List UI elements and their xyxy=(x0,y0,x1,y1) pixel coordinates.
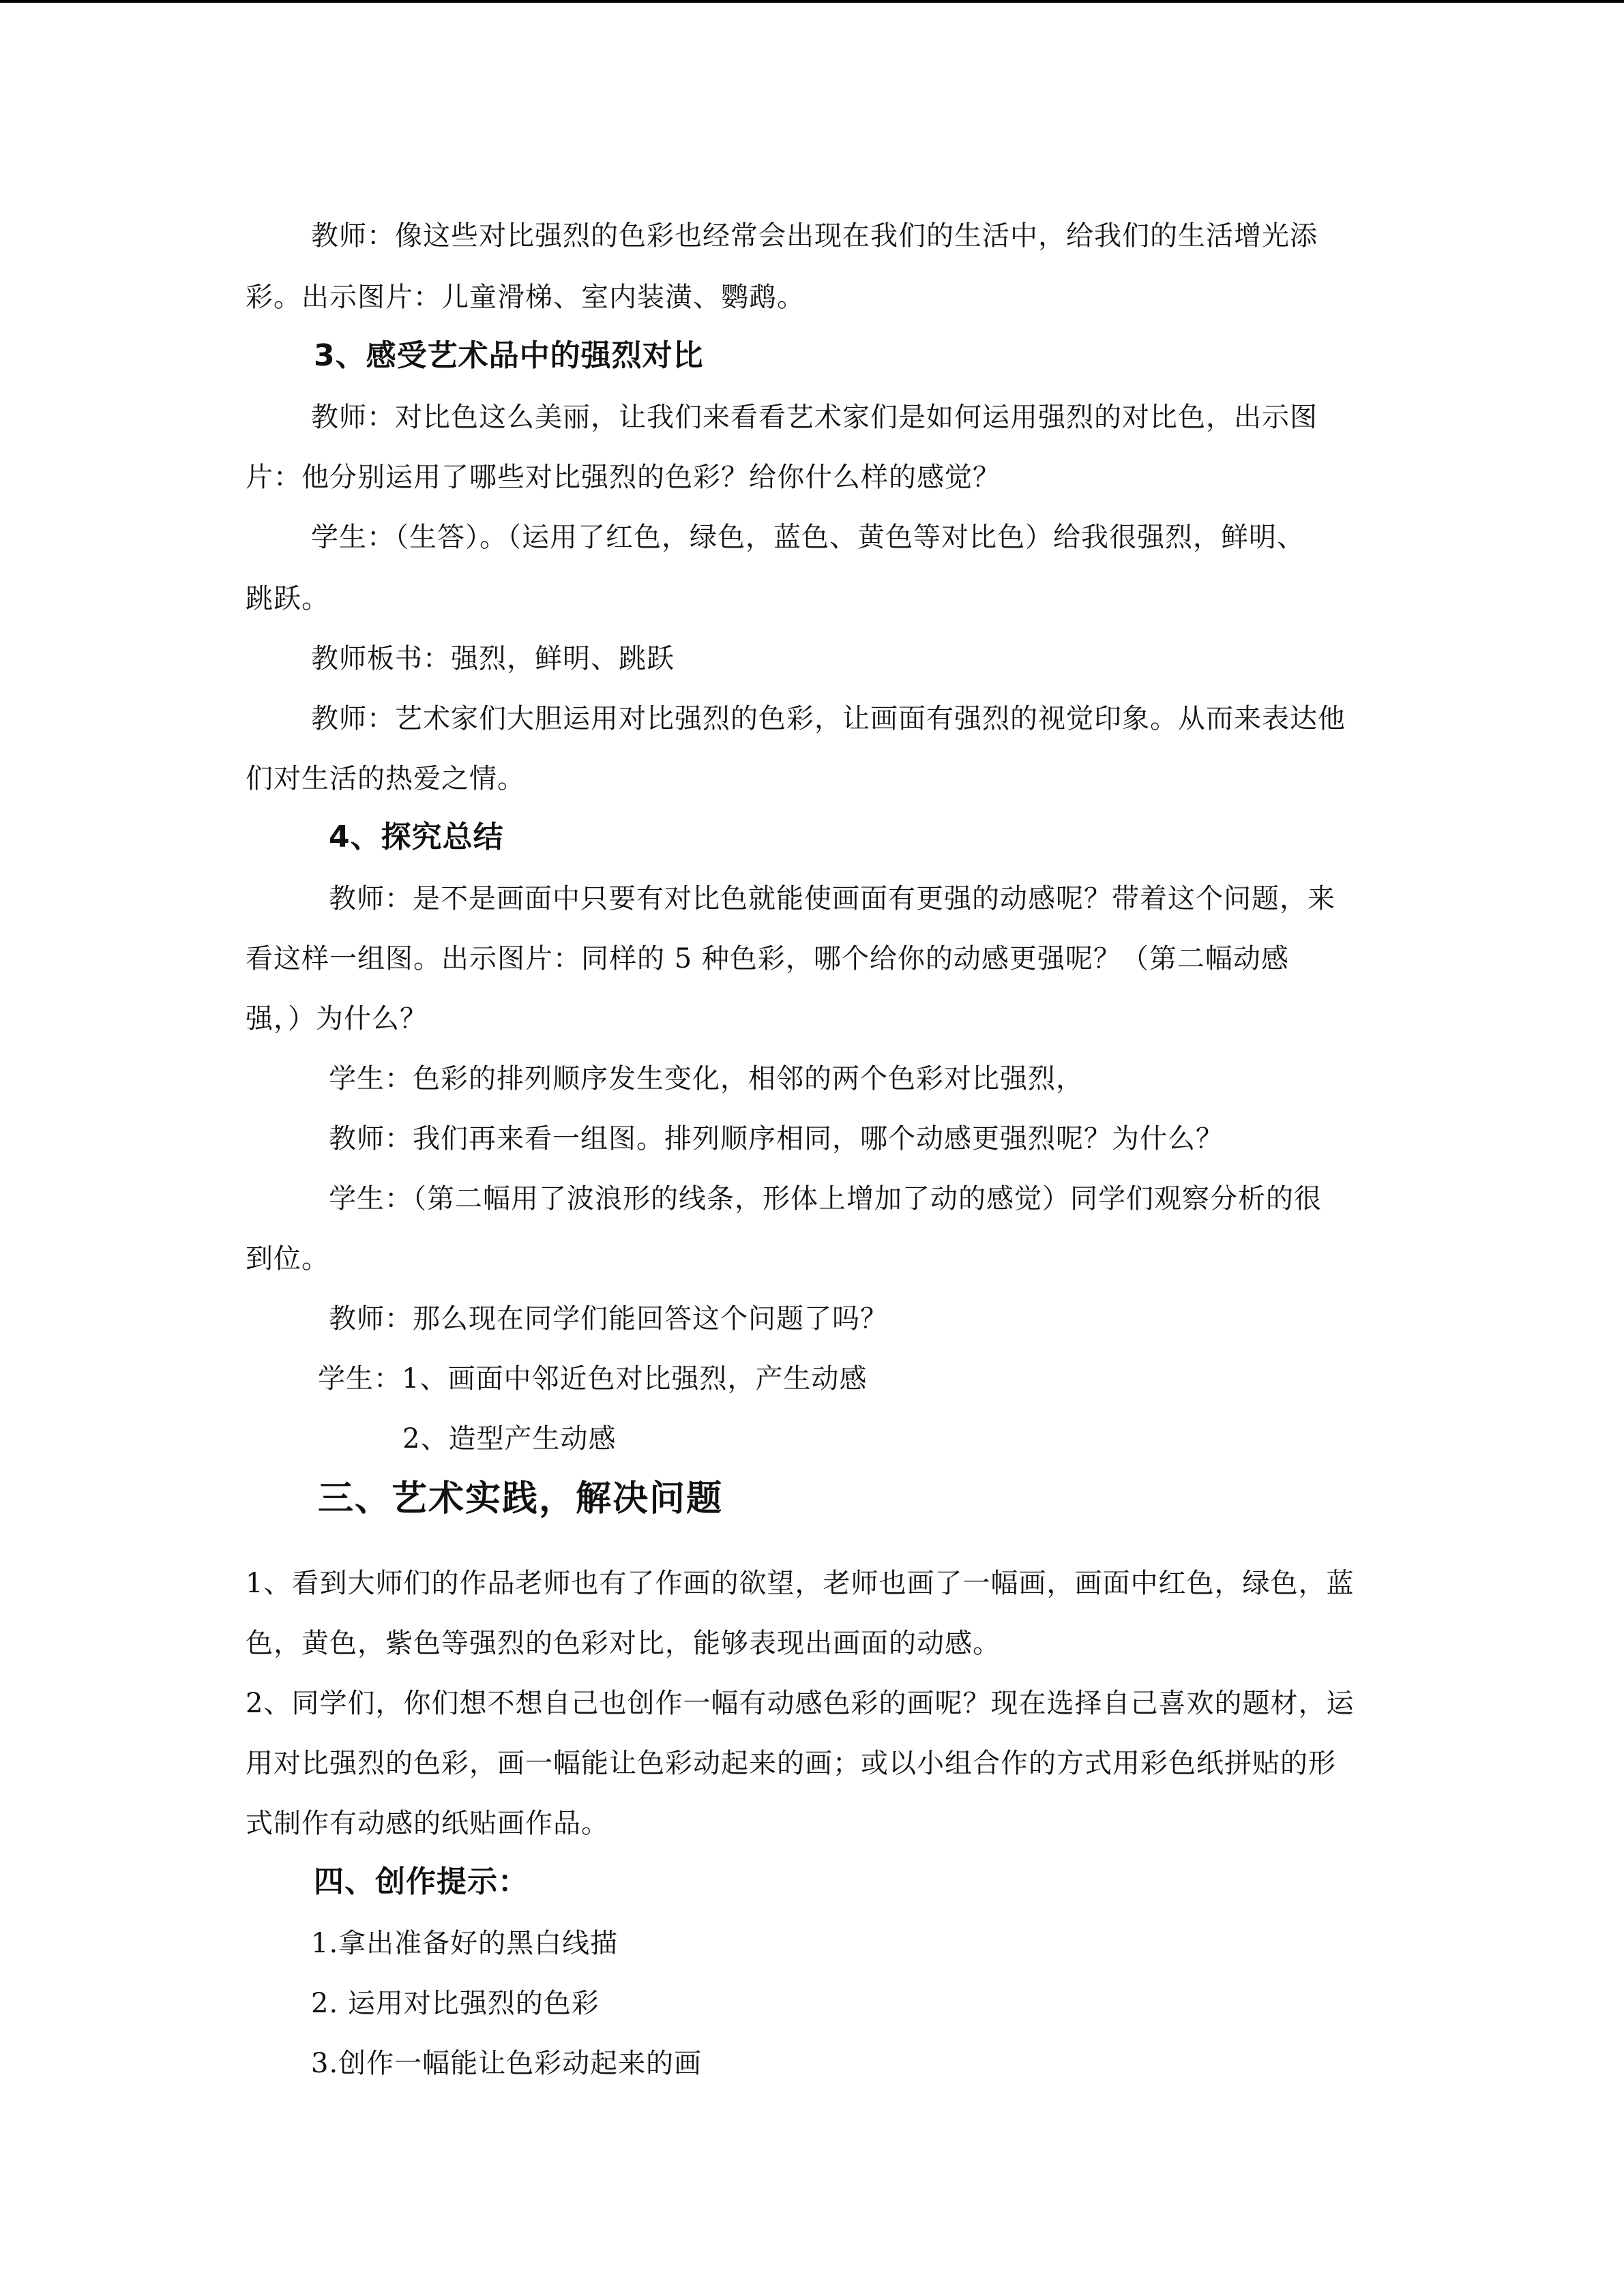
paragraph-line: 到位。 xyxy=(246,1243,329,1274)
section-heading: 四、创作提示： xyxy=(314,1864,529,1899)
paragraph-line: 看这样一组图。出示图片：同样的 5 种色彩，哪个给你的动感更强呢？（第二幅动感 xyxy=(246,943,1289,974)
paragraph-line: 强，）为什么？ xyxy=(246,1003,428,1034)
paragraph-line: 学生：（生答）。（运用了红色，绿色，蓝色、黄色等对比色）给我很强烈，鲜明、 xyxy=(311,522,1305,553)
paragraph-line: 教师：我们再来看一组图。排列顺序相同，哪个动感更强烈呢？为什么？ xyxy=(329,1123,1224,1154)
paragraph-line: 片：他分别运用了哪些对比强烈的色彩？给你什么样的感觉？ xyxy=(246,462,1001,493)
paragraph-line: 教师：对比色这么美丽，让我们来看看艺术家们是如何运用强烈的对比色，出示图 xyxy=(311,402,1318,433)
section-heading: 3、感受艺术品中的强烈对比 xyxy=(314,338,704,373)
paragraph-line: 们对生活的热爱之情。 xyxy=(246,763,525,794)
paragraph-line: 教师板书：强烈，鲜明、跳跃 xyxy=(311,643,675,674)
paragraph-line: 色，黄色，紫色等强烈的色彩对比，能够表现出画面的动感。 xyxy=(246,1628,1001,1659)
paragraph-line: 学生：1、画面中邻近色对比强烈，产生动感 xyxy=(318,1363,868,1395)
paragraph-line: 学生：（第二幅用了波浪形的线条，形体上增加了动的感觉）同学们观察分析的很 xyxy=(329,1183,1322,1214)
chapter-heading: 三、艺术实践，解决问题 xyxy=(318,1478,724,1519)
paragraph-line: 式制作有动感的纸贴画作品。 xyxy=(246,1808,609,1839)
paragraph-line: 1、看到大师们的作品老师也有了作画的欲望，老师也画了一幅画，画面中红色，绿色，蓝 xyxy=(246,1568,1355,1599)
paragraph-line: 教师：像这些对比强烈的色彩也经常会出现在我们的生活中，给我们的生活增光添 xyxy=(311,220,1318,252)
paragraph-line: 彩。出示图片：儿童滑梯、室内装潢、鹦鹉。 xyxy=(246,282,805,313)
top-border-line xyxy=(0,0,1624,3)
paragraph-line: 教师：是不是画面中只要有对比色就能使画面有更强的动感呢？带着这个问题，来 xyxy=(329,883,1335,914)
paragraph-line: 学生：色彩的排列顺序发生变化，相邻的两个色彩对比强烈， xyxy=(329,1063,1084,1094)
paragraph-line: 教师：那么现在同学们能回答这个问题了吗？ xyxy=(329,1303,888,1335)
list-item: 1.拿出准备好的黑白线描 xyxy=(311,1928,619,1959)
list-item: 2. 运用对比强烈的色彩 xyxy=(311,1988,600,2019)
paragraph-line: 教师：艺术家们大胆运用对比强烈的色彩，让画面有强烈的视觉印象。从而来表达他 xyxy=(311,703,1346,734)
paragraph-line: 2、造型产生动感 xyxy=(402,1423,617,1455)
list-item: 3.创作一幅能让色彩动起来的画 xyxy=(311,2048,703,2079)
paragraph-line: 用对比强烈的色彩，画一幅能让色彩动起来的画；或以小组合作的方式用彩色纸拼贴的形 xyxy=(246,1748,1336,1779)
paragraph-line: 跳跃。 xyxy=(246,583,329,614)
section-heading: 4、探究总结 xyxy=(329,820,504,854)
paragraph-line: 2、同学们，你们想不想自己也创作一幅有动感色彩的画呢？现在选择自己喜欢的题材，运 xyxy=(246,1688,1355,1719)
